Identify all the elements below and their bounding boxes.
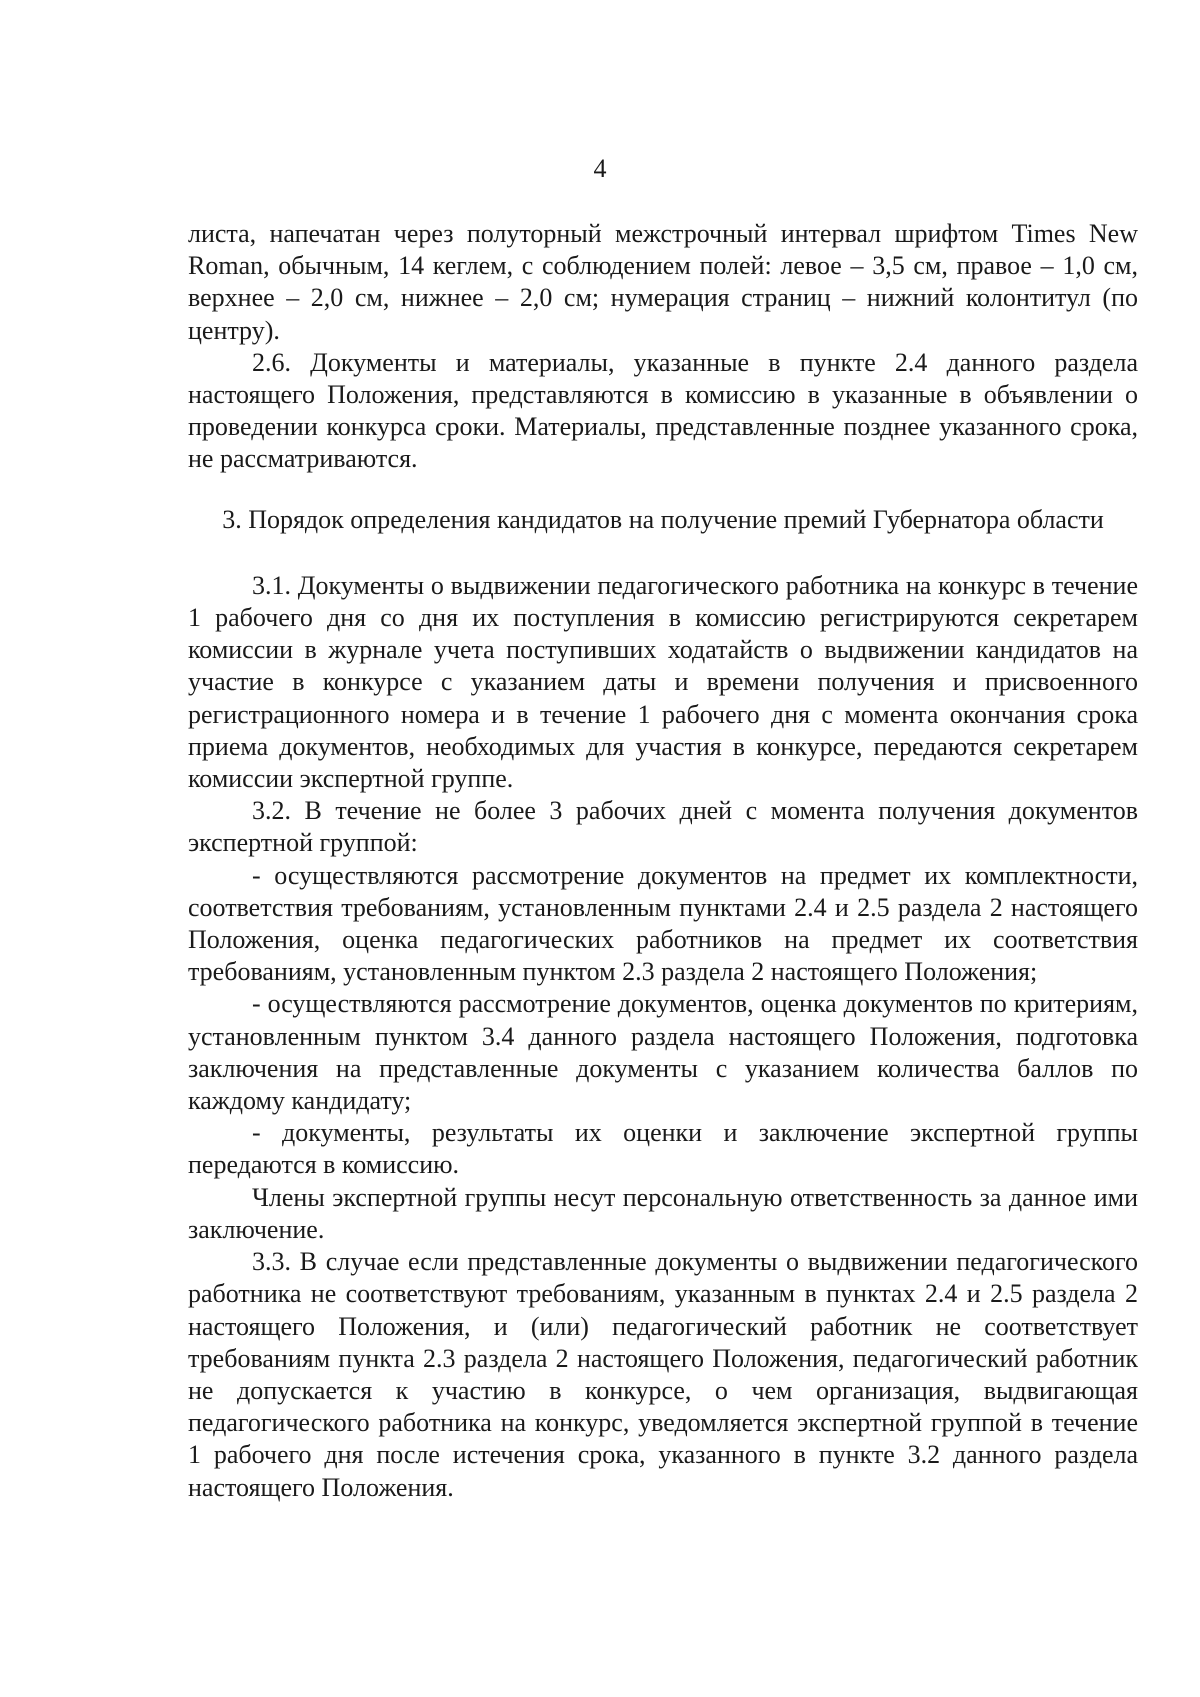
paragraph-3-3: 3.3. В случае если представленные документы о выдвижении педагогического работника не соответствуют требованиям, указанным в пунктах 2.4 и 2.5 раздела 2 настоящего Положения, и (или) педагогический работник не соответствует требованиям пункта 2.3 раздела 2 настоящего Положения, педагогический работник не допускается к участию в конкурсе, о чем организация, выдвигающая педагогического работника на конкурс, уведомляется экспертной группой в течение 1 рабочего дня после истечения срока, указанного в пункте 3.2 данного раздела настоящего Положения. [188, 1247, 1138, 1502]
list-item-3-2-a: - осуществляются рассмотрение документов на предмет их комплектности, соответствия требованиям, установленным пунктами 2.4 и 2.5 раздела 2 настоящего Положения, оценка педагогических работников на предмет их соответствия требованиям, установленным пунктом 2.3 раздела 2 настоящего Положения; [188, 860, 1138, 987]
paragraph-expert-responsibility: Члены экспертной группы несут персональную ответственность за данное ими заключение. [188, 1182, 1138, 1244]
section-heading-3: 3. Порядок определения кандидатов на получение премий Губернатора области [222, 504, 1104, 534]
list-item-3-2-c: - документы, результаты их оценки и заключение экспертной группы передаются в комиссию. [188, 1118, 1138, 1180]
paragraph-2-6: 2.6. Документы и материалы, указанные в пункте 2.4 данного раздела настоящего Положения, представляются в комиссию в указанные в объявлении о проведении конкурса сроки. Материалы, представленные позднее указанного срока, не рассматриваются. [188, 347, 1138, 474]
paragraph-3-2: 3.2. В течение не более 3 рабочих дней с момента получения документов экспертной группой: [188, 796, 1138, 858]
list-item-3-2-b: - осуществляются рассмотрение документов, оценка документов по критериям, установленным пунктом 3.4 данного раздела настоящего Положения, подготовка заключения на представленные документы с указанием количества баллов по каждому кандидату; [188, 989, 1138, 1116]
paragraph-continuation: листа, напечатан через полуторный межстрочный интервал шрифтом Times New Roman, обычным, 14 кеглем, с соблюдением полей: левое – 3,5 см, правое – 1,0 см, верхнее – 2,0 см, нижнее – 2,0 см; нумерация страниц – нижний колонтитул (по центру). [188, 219, 1138, 345]
page-number: 4 [593, 154, 607, 183]
paragraph-3-1: 3.1. Документы о выдвижении педагогического работника на конкурс в течение 1 рабочего дня со дня их поступления в комиссию регистрируются секретарем комиссии в журнале учета поступивших ходатайств о выдвижении кандидатов на участие в конкурсе с указанием даты и времени получения и присвоенного регистрационного номера и в течение 1 рабочего дня с момента окончания срока приема документов, необходимых для участия в конкурсе, передаются секретарем комиссии экспертной группе. [188, 570, 1138, 794]
document-body [188, 218, 1138, 1504]
